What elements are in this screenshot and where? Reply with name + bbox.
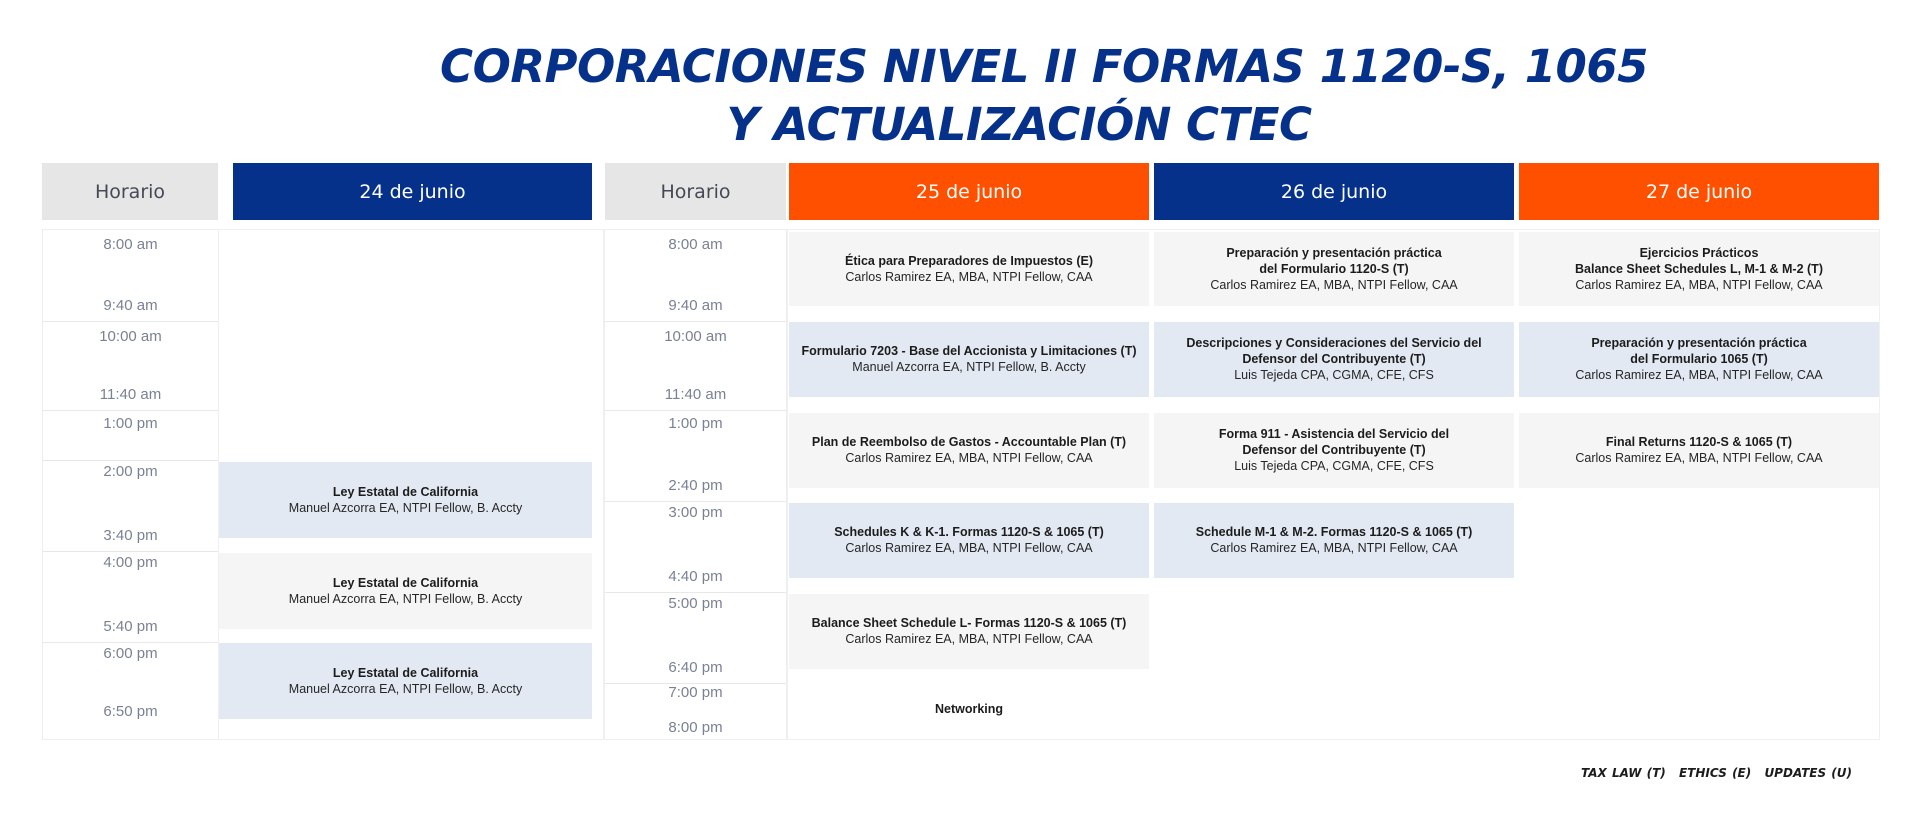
legend-ethics: ETHICS (E) (1678, 766, 1752, 780)
horario-header-right: Horario (605, 163, 786, 220)
horario-header-left: Horario (42, 163, 218, 220)
category-legend (1573, 766, 1852, 780)
time-slot (43, 322, 218, 411)
time-start: 10:00 am (664, 328, 727, 345)
session-card[interactable] (219, 643, 592, 719)
session-card[interactable] (1154, 503, 1514, 578)
time-slot (43, 552, 218, 643)
session-card[interactable] (789, 503, 1149, 578)
session-speaker: Carlos Ramirez EA, MBA, NTPI Fellow, CAA (1575, 368, 1823, 382)
session-card[interactable] (789, 594, 1149, 669)
time-end: 6:40 pm (668, 659, 723, 676)
time-end: 11:40 am (664, 386, 727, 403)
session-title: Balance Sheet Schedule L- Formas 1120-S & 1065 (T) (811, 616, 1127, 630)
session-speaker: Carlos Ramirez EA, MBA, NTPI Fellow, CAA (845, 541, 1093, 555)
time-start: 6:00 pm (103, 645, 158, 662)
title-line-2: Y ACTUALIZACIÓN CTEC (726, 98, 1312, 151)
session-card[interactable] (1154, 322, 1514, 397)
session-title: Formulario 7203 - Base del Accionista y Limitaciones (T) (801, 344, 1137, 358)
session-title: Forma 911 - Asistencia del Servicio del Defensor del Contribuyente (T) (1218, 427, 1450, 457)
session-speaker: Carlos Ramirez EA, MBA, NTPI Fellow, CAA (845, 451, 1093, 465)
session-title: Ejercicios Prácticos Balance Sheet Schedules L, M-1 & M-2 (T) (1575, 245, 1823, 276)
time-column-left (42, 229, 219, 740)
session-title: Ética para Preparadores de Impuestos (E) (844, 253, 1093, 268)
time-slot (43, 643, 218, 739)
session-title: Ley Estatal de California (332, 665, 479, 680)
session-title: Ley Estatal de California (332, 484, 479, 499)
session-speaker: Carlos Ramirez EA, MBA, NTPI Fellow, CAA (845, 269, 1093, 284)
session-speaker: Manuel Azcorra EA, NTPI Fellow, B. Accty (852, 360, 1086, 374)
time-end: 9:40 am (668, 297, 723, 314)
session-speaker: Manuel Azcorra EA, NTPI Fellow, B. Accty (288, 500, 523, 515)
time-slot (605, 684, 786, 739)
session-title: Preparación y presentación práctica del Formulario 1120-S (T) (1226, 245, 1442, 276)
session-card[interactable] (1519, 232, 1879, 306)
time-start: 1:00 pm (103, 415, 158, 432)
session-card[interactable] (789, 413, 1149, 488)
time-start: 7:00 pm (668, 684, 723, 701)
time-slot (605, 230, 786, 322)
time-slot (43, 461, 218, 552)
session-speaker: Luis Tejeda CPA, CGMA, CFE, CFS (1234, 368, 1434, 382)
session-card[interactable] (1519, 322, 1879, 397)
session-title: Schedule M-1 & M-2. Formas 1120-S & 1065 (T) (1195, 525, 1473, 539)
page-title (0, 38, 1920, 154)
session-card[interactable] (1519, 413, 1879, 488)
time-start: 2:00 pm (103, 463, 158, 480)
time-slot (605, 322, 786, 411)
session-card[interactable] (789, 232, 1149, 306)
session-speaker: Carlos Ramirez EA, MBA, NTPI Fellow, CAA (1210, 541, 1458, 555)
time-end: 9:40 am (103, 297, 158, 314)
day-header-26-junio: 26 de junio (1154, 163, 1514, 220)
session-title: Plan de Reembolso de Gastos - Accountable Plan (T) (811, 435, 1127, 449)
session-networking[interactable] (789, 690, 1149, 728)
session-speaker: Carlos Ramirez EA, MBA, NTPI Fellow, CAA (1575, 277, 1823, 292)
session-speaker: Luis Tejeda CPA, CGMA, CFE, CFS (1234, 459, 1434, 473)
time-start: 8:00 am (668, 236, 723, 253)
time-slot (43, 411, 218, 461)
session-title: Ley Estatal de California (332, 575, 479, 590)
session-card[interactable] (789, 322, 1149, 397)
session-title: Preparación y presentación práctica del Formulario 1065 (T) (1591, 336, 1807, 366)
day-header-24-junio: 24 de junio (233, 163, 592, 220)
time-start: 1:00 pm (668, 415, 723, 432)
time-end: 3:40 pm (103, 527, 158, 544)
time-slot (605, 502, 786, 593)
time-slot (605, 411, 786, 502)
time-end: 2:40 pm (668, 477, 723, 494)
time-end: 11:40 am (99, 386, 162, 403)
session-speaker: Manuel Azcorra EA, NTPI Fellow, B. Accty (288, 591, 523, 606)
time-start: 8:00 am (103, 236, 158, 253)
time-end: 4:40 pm (668, 568, 723, 585)
session-title: Final Returns 1120-S & 1065 (T) (1605, 435, 1793, 449)
session-card[interactable] (219, 462, 592, 538)
session-speaker: Carlos Ramirez EA, MBA, NTPI Fellow, CAA (845, 632, 1093, 646)
session-speaker: Manuel Azcorra EA, NTPI Fellow, B. Accty (288, 681, 523, 696)
time-column-right (604, 229, 787, 740)
time-start: 3:00 pm (668, 504, 723, 521)
legend-tax-law: TAX LAW (T) (1580, 766, 1666, 780)
legend-updates: UPDATES (U) (1764, 766, 1852, 780)
session-speaker: Carlos Ramirez EA, MBA, NTPI Fellow, CAA (1575, 451, 1823, 465)
title-line-1: CORPORACIONES NIVEL II FORMAS 1120-S, 1065 (440, 40, 1648, 93)
time-end: 5:40 pm (103, 618, 158, 635)
session-title: Networking (934, 702, 1004, 716)
time-end: 6:50 pm (103, 703, 158, 720)
day-header-27-junio: 27 de junio (1519, 163, 1879, 220)
session-card[interactable] (219, 553, 592, 629)
time-slot (605, 593, 786, 684)
session-card[interactable] (1154, 232, 1514, 306)
day-header-25-junio: 25 de junio (789, 163, 1149, 220)
session-title: Descripciones y Consideraciones del Servicio del Defensor del Contribuyente (T) (1186, 336, 1482, 366)
session-title: Schedules K & K-1. Formas 1120-S & 1065 (T) (834, 525, 1104, 539)
session-card[interactable] (1154, 413, 1514, 488)
time-start: 10:00 am (99, 328, 162, 345)
time-start: 5:00 pm (668, 595, 723, 612)
time-slot (43, 230, 218, 322)
time-start: 4:00 pm (103, 554, 158, 571)
time-end: 8:00 pm (668, 719, 723, 736)
session-speaker: Carlos Ramirez EA, MBA, NTPI Fellow, CAA (1210, 277, 1458, 292)
